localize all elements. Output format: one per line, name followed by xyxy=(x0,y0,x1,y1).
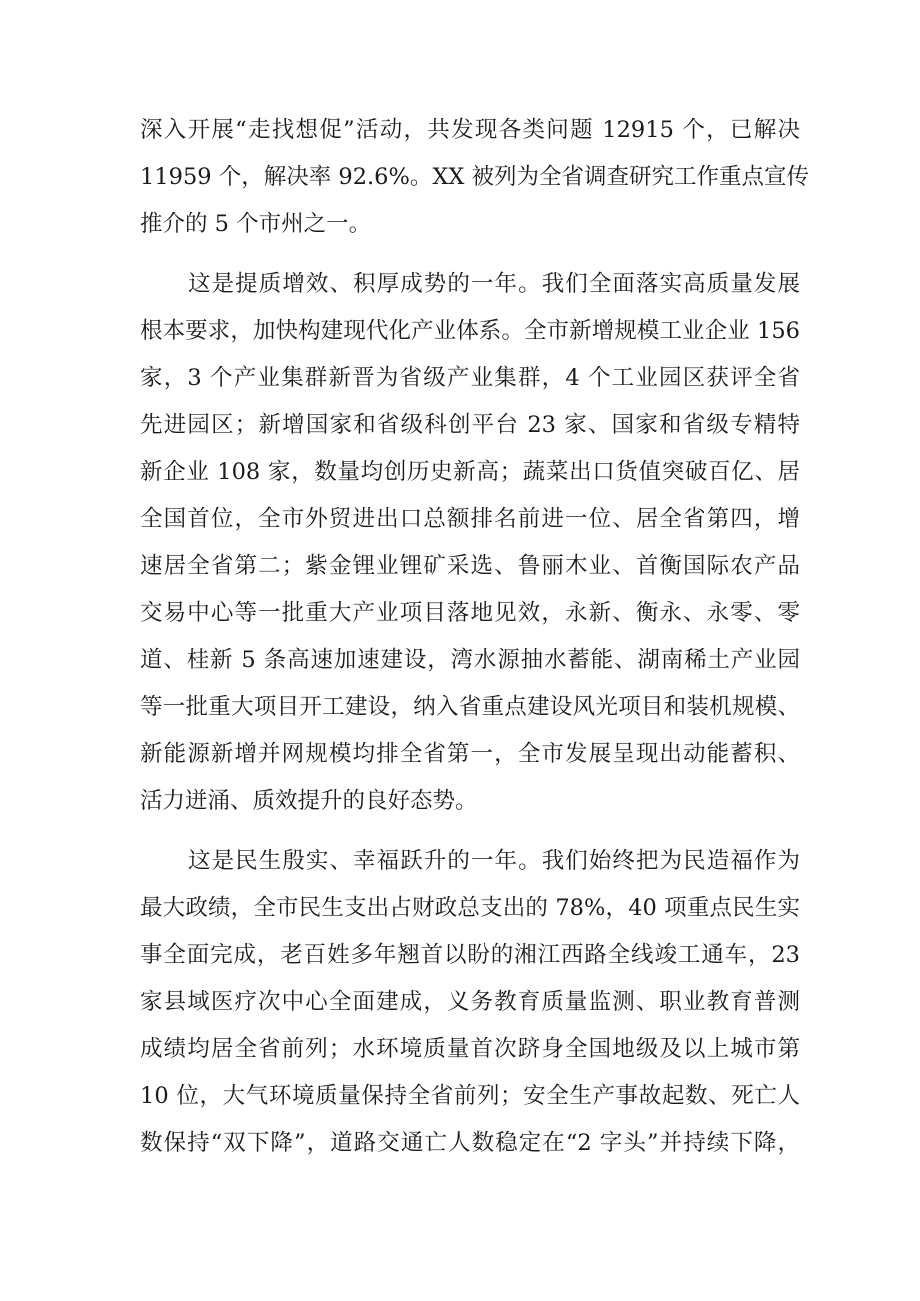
paragraph-2-line-2: 根本要求，加快构建现代化产业体系。全市新增规模工业企业 156 xyxy=(140,318,800,344)
paragraph-2-line-10: 等一批重大项目开工建设，纳入省重点建设风光项目和装机规模、 xyxy=(140,694,800,720)
paragraph-2-line-7: 速居全省第二；紫金锂业锂矿采选、鲁丽木业、首衡国际农产品 xyxy=(140,553,800,579)
paragraph-3-line-1: 这是民生殷实、幸福跃升的一年。我们始终把为民造福作为 xyxy=(188,848,800,874)
paragraph-2-line-9: 道、桂新 5 条高速加速建设，湾水源抽水蓄能、湖南稀土产业园 xyxy=(140,647,800,673)
paragraph-3-line-7: 数保持“双下降”，道路交通亡人数稳定在“2 字头”并持续下降， xyxy=(140,1130,800,1156)
text-line-2: 11959 个，解决率 92.6%。XX 被列为全省调查研究工作重点宣传 xyxy=(140,164,810,190)
paragraph-2-line-8: 交易中心等一批重大产业项目落地见效，永新、衡永、永零、零 xyxy=(140,600,800,626)
paragraph-2-line-11: 新能源新增并网规模均排全省第一，全市发展呈现出动能蓄积、 xyxy=(140,741,800,767)
text-line-3: 推介的 5 个市州之一。 xyxy=(140,211,372,237)
paragraph-3-line-5: 成绩均居全省前列；水环境质量首次跻身全国地级及以上城市第 xyxy=(140,1036,800,1062)
paragraph-2-line-4: 先进园区；新增国家和省级科创平台 23 家、国家和省级专精特 xyxy=(140,412,800,438)
paragraph-2-line-1: 这是提质增效、积厚成势的一年。我们全面落实高质量发展 xyxy=(188,271,800,297)
paragraph-2-line-5: 新企业 108 家，数量均创历史新高；蔬菜出口货值突破百亿、居 xyxy=(140,459,800,485)
paragraph-3-line-3: 事全面完成，老百姓多年翘首以盼的湘江西路全线竣工通车，23 xyxy=(140,942,800,968)
paragraph-3-line-2: 最大政绩，全市民生支出占财政总支出的 78%，40 项重点民生实 xyxy=(140,895,800,921)
paragraph-3-line-4: 家县域医疗次中心全面建成，义务教育质量监测、职业教育普测 xyxy=(140,989,800,1015)
text-line-1: 深入开展“走找想促”活动，共发现各类问题 12915 个，已解决 xyxy=(140,117,800,143)
paragraph-2-line-12: 活力迸涌、质效提升的良好态势。 xyxy=(140,788,478,814)
paragraph-2-line-3: 家，3 个产业集群新晋为省级产业集群，4 个工业园区获评全省 xyxy=(140,365,800,391)
paragraph-2-line-6: 全国首位，全市外贸进出口总额排名前进一位、居全省第四，增 xyxy=(140,506,800,532)
paragraph-3-line-6: 10 位，大气环境质量保持全省前列；安全生产事故起数、死亡人 xyxy=(140,1083,800,1109)
